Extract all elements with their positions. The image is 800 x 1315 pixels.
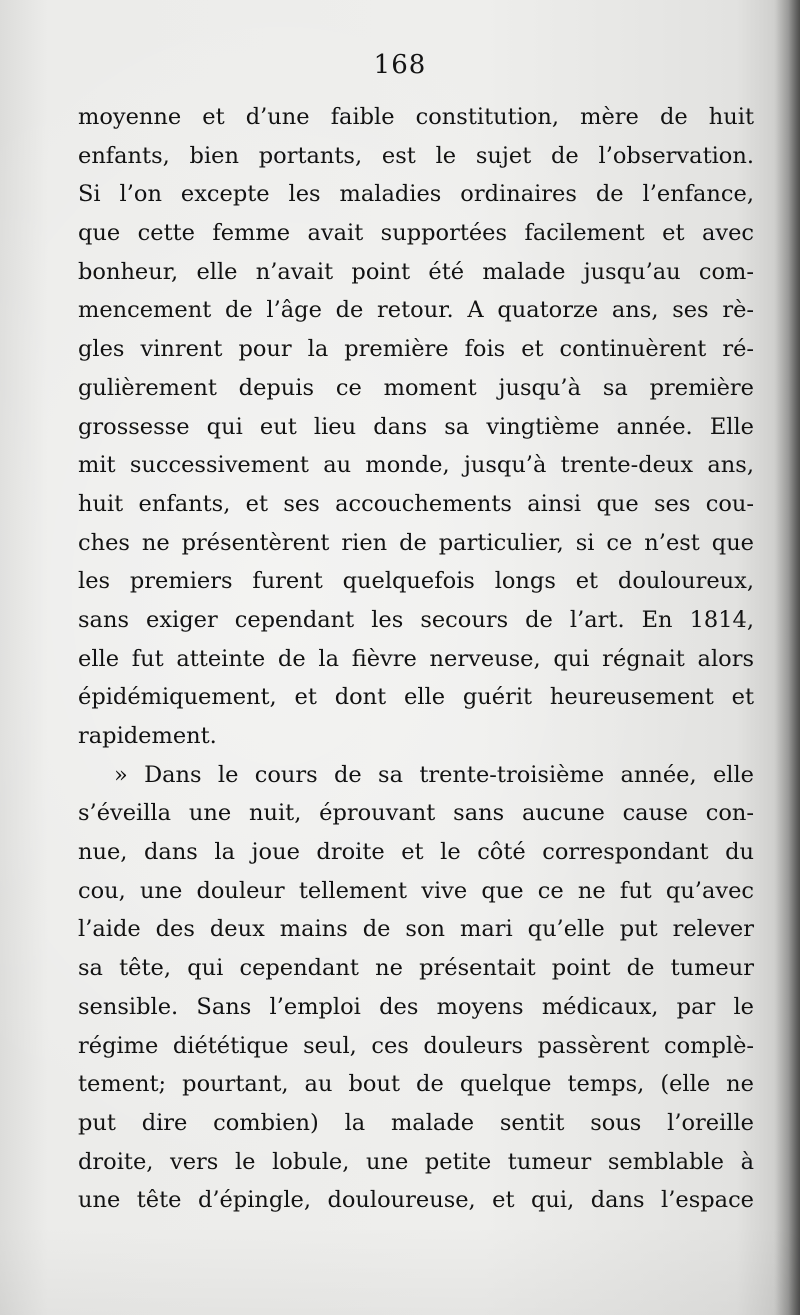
- text-line: mit successivement au monde, jusqu’à trente-deux ans,: [78, 452, 754, 479]
- text-line: sans exiger cependant les secours de l’art. En 1814,: [78, 606, 754, 633]
- text-line: sa tête, qui cependant ne présentait point de tumeur: [78, 955, 754, 982]
- text-line: elle fut atteinte de la fièvre nerveuse, qui régnait alors: [78, 645, 754, 672]
- text-line: régime diététique seul, ces douleurs passèrent complè-: [78, 1032, 754, 1059]
- text-line: cou, une douleur tellement vive que ce ne fut qu’avec: [78, 877, 754, 904]
- text-line: une tête d’épingle, douloureuse, et qui, dans l’espace: [78, 1187, 754, 1214]
- text-line: put dire combien) la malade sentit sous l’oreille: [78, 1109, 754, 1136]
- paragraph-end-line: rapidement.: [78, 723, 217, 749]
- body-text: [78, 98, 754, 1220]
- text-line: huit enfants, et ses accouchements ainsi que ses cou-: [78, 490, 754, 517]
- text-line: enfants, bien portants, est le sujet de l’observation.: [78, 142, 754, 169]
- text-line: ches ne présentèrent rien de particulier, si ce n’est que: [78, 529, 754, 556]
- text-line: s’éveilla une nuit, éprouvant sans aucune cause con-: [78, 800, 754, 827]
- text-line: bonheur, elle n’avait point été malade jusqu’au com-: [78, 258, 754, 285]
- text-line: épidémiquement, et dont elle guérit heureusement et: [78, 684, 754, 711]
- text-line: moyenne et d’une faible constitution, mère de huit: [78, 104, 754, 130]
- text-line: mencement de l’âge de retour. A quatorze ans, ses rè-: [78, 297, 754, 324]
- page-bottom-fade: [0, 1225, 800, 1315]
- text-line: droite, vers le lobule, une petite tumeur semblable à: [78, 1148, 754, 1175]
- text-line: les premiers furent quelquefois longs et douloureux,: [78, 568, 754, 595]
- text-line: Si l’on excepte les maladies ordinaires de l’enfance,: [78, 181, 754, 208]
- text-line: gulièrement depuis ce moment jusqu’à sa première: [78, 374, 754, 401]
- text-line: que cette femme avait supportées facilement et avec: [78, 220, 754, 247]
- text-line: tement; pourtant, au bout de quelque temps, (elle ne: [78, 1071, 754, 1098]
- text-line: nue, dans la joue droite et le côté correspondant du: [78, 839, 754, 866]
- text-line: sensible. Sans l’emploi des moyens médicaux, par le: [78, 993, 754, 1020]
- text-line: grossesse qui eut lieu dans sa vingtième année. Elle: [78, 413, 754, 440]
- text-line: gles vinrent pour la première fois et continuèrent ré-: [78, 336, 754, 363]
- paragraph-start-line: » Dans le cours de sa trente-troisième année, elle: [114, 761, 754, 788]
- page-edge-shadow: [774, 0, 800, 1315]
- page-number: 168: [373, 50, 427, 80]
- text-line: l’aide des deux mains de son mari qu’elle put relever: [78, 916, 754, 943]
